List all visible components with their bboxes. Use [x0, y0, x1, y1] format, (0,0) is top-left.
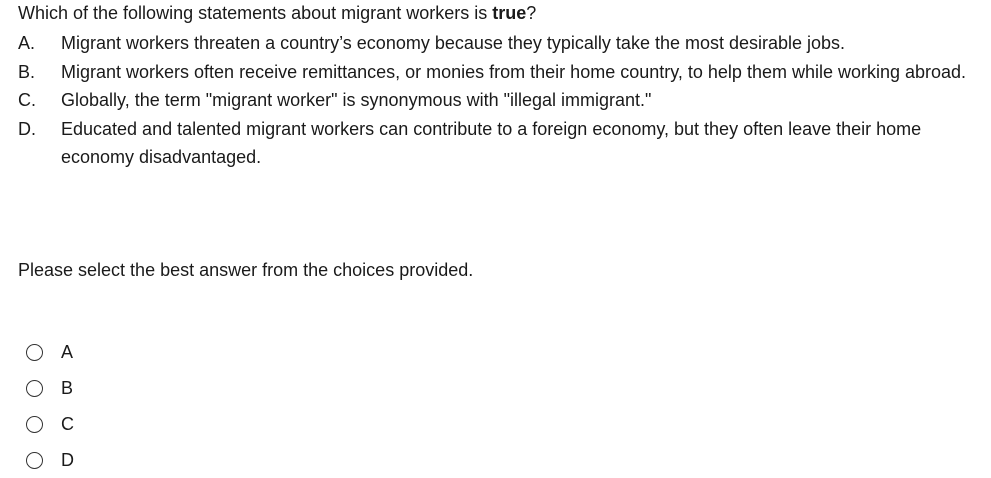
radio-button-a[interactable]	[26, 344, 43, 361]
statement-letter: A.	[18, 33, 36, 53]
answer-radio-group	[26, 334, 74, 478]
statement-text: Educated and talented migrant workers can contribute to a foreign economy, but they often leave their home economy disadvantaged.	[61, 118, 922, 167]
statement-b	[18, 58, 978, 87]
option-a[interactable]	[26, 334, 74, 370]
radio-button-c[interactable]	[26, 416, 43, 433]
statement-letter: B.	[18, 61, 36, 82]
statement-letter: D.	[18, 118, 36, 139]
statement-letter: C.	[18, 90, 36, 110]
option-label[interactable]: A	[61, 342, 74, 362]
radio-button-d[interactable]	[26, 452, 43, 469]
option-label[interactable]: B	[61, 378, 74, 398]
instruction-text: Please select the best answer from the choices provided.	[18, 260, 474, 280]
option-b[interactable]	[26, 370, 74, 406]
question-text	[18, 2, 536, 24]
option-label[interactable]: D	[61, 450, 74, 470]
answer-statements	[18, 29, 978, 172]
option-d[interactable]	[26, 442, 74, 478]
statement-text: Globally, the term "migrant worker" is synonymous with "illegal immigrant."	[61, 90, 652, 110]
statement-d	[18, 115, 978, 172]
question-emphasis: true	[492, 3, 527, 23]
radio-button-b[interactable]	[26, 380, 43, 397]
statement-a	[18, 29, 978, 58]
statement-text: Migrant workers threaten a country’s economy because they typically take the most desirable jobs.	[61, 33, 846, 53]
statement-text: Migrant workers often receive remittances, or monies from their home country, to help them while working abroad.	[61, 61, 967, 82]
question-suffix: ?	[526, 3, 537, 23]
question-prefix: Which of the following statements about migrant workers is	[18, 3, 493, 23]
statement-c	[18, 86, 978, 115]
option-label[interactable]: C	[61, 414, 74, 434]
option-c[interactable]	[26, 406, 74, 442]
